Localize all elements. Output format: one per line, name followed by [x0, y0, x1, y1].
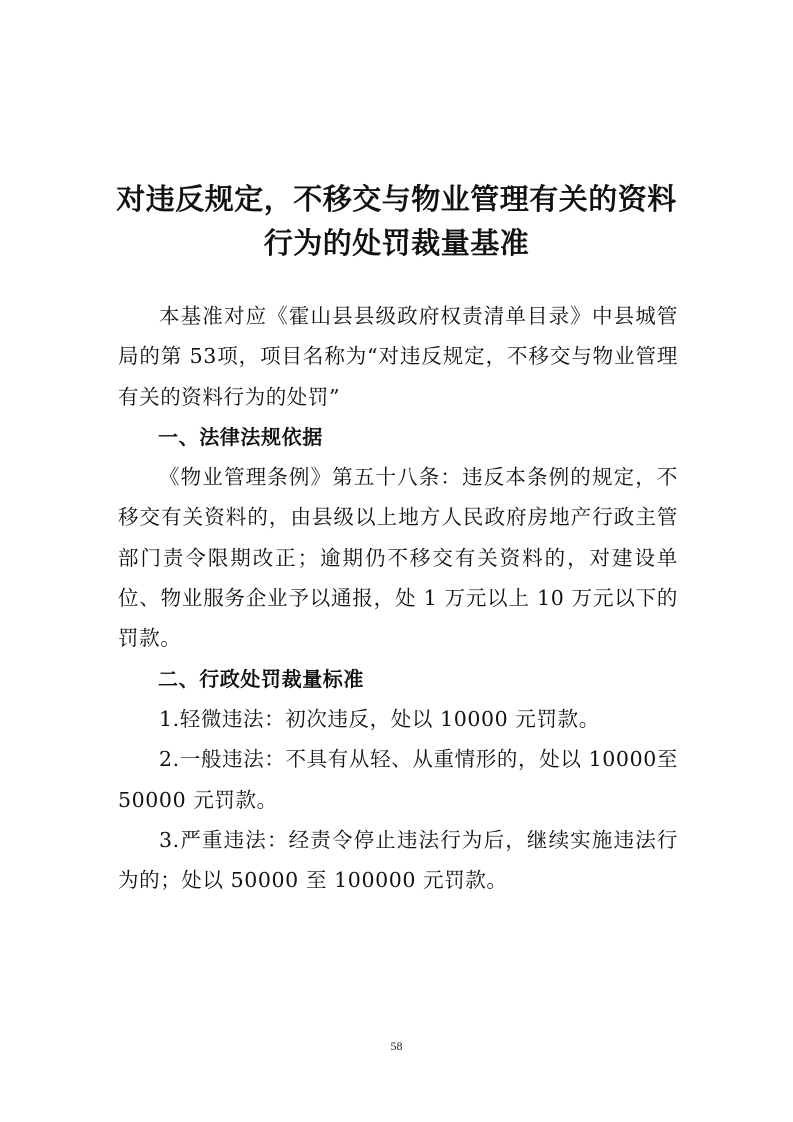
standard-item-2: 2.一般违法：不具有从轻、从重情形的，处以 10000至 50000 元罚款。	[118, 747, 678, 812]
standard-item-3: 3.严重违法：经责令停止违法行为后，继续实施违法行为的；处以 50000 至 100000 元罚款。	[118, 827, 678, 893]
section-1-heading: 一、法律法规依据	[158, 424, 323, 449]
intro-paragraph: 本基准对应《霍山县县级政府权责清单目录》中县城管局的第 53项，项目名称为“对违反规定，不移交与物业管理有关的资料行为的处罚”	[118, 304, 678, 409]
document-body	[118, 296, 678, 900]
section-1-paragraph: 《物业管理条例》第五十八条：违反本条例的规定，不移交有关资料的，由县级以上地方人民政府房地产行政主管部门责令限期改正；逾期仍不移交有关资料的，对建设单位、物业服务企业予以通报，处 1 万元以上 10 万元以下的罚款。	[118, 465, 678, 651]
document-title-line-2: 行为的处罚裁量基准	[263, 226, 530, 260]
section-2-heading: 二、行政处罚裁量标准	[158, 666, 364, 691]
page-number: 58	[390, 1039, 403, 1053]
document-title-line-1: 对违反规定，不移交与物业管理有关的资料	[116, 182, 677, 216]
standard-item-1: 1.轻微违法：初次违反，处以 10000 元罚款。	[159, 706, 600, 731]
